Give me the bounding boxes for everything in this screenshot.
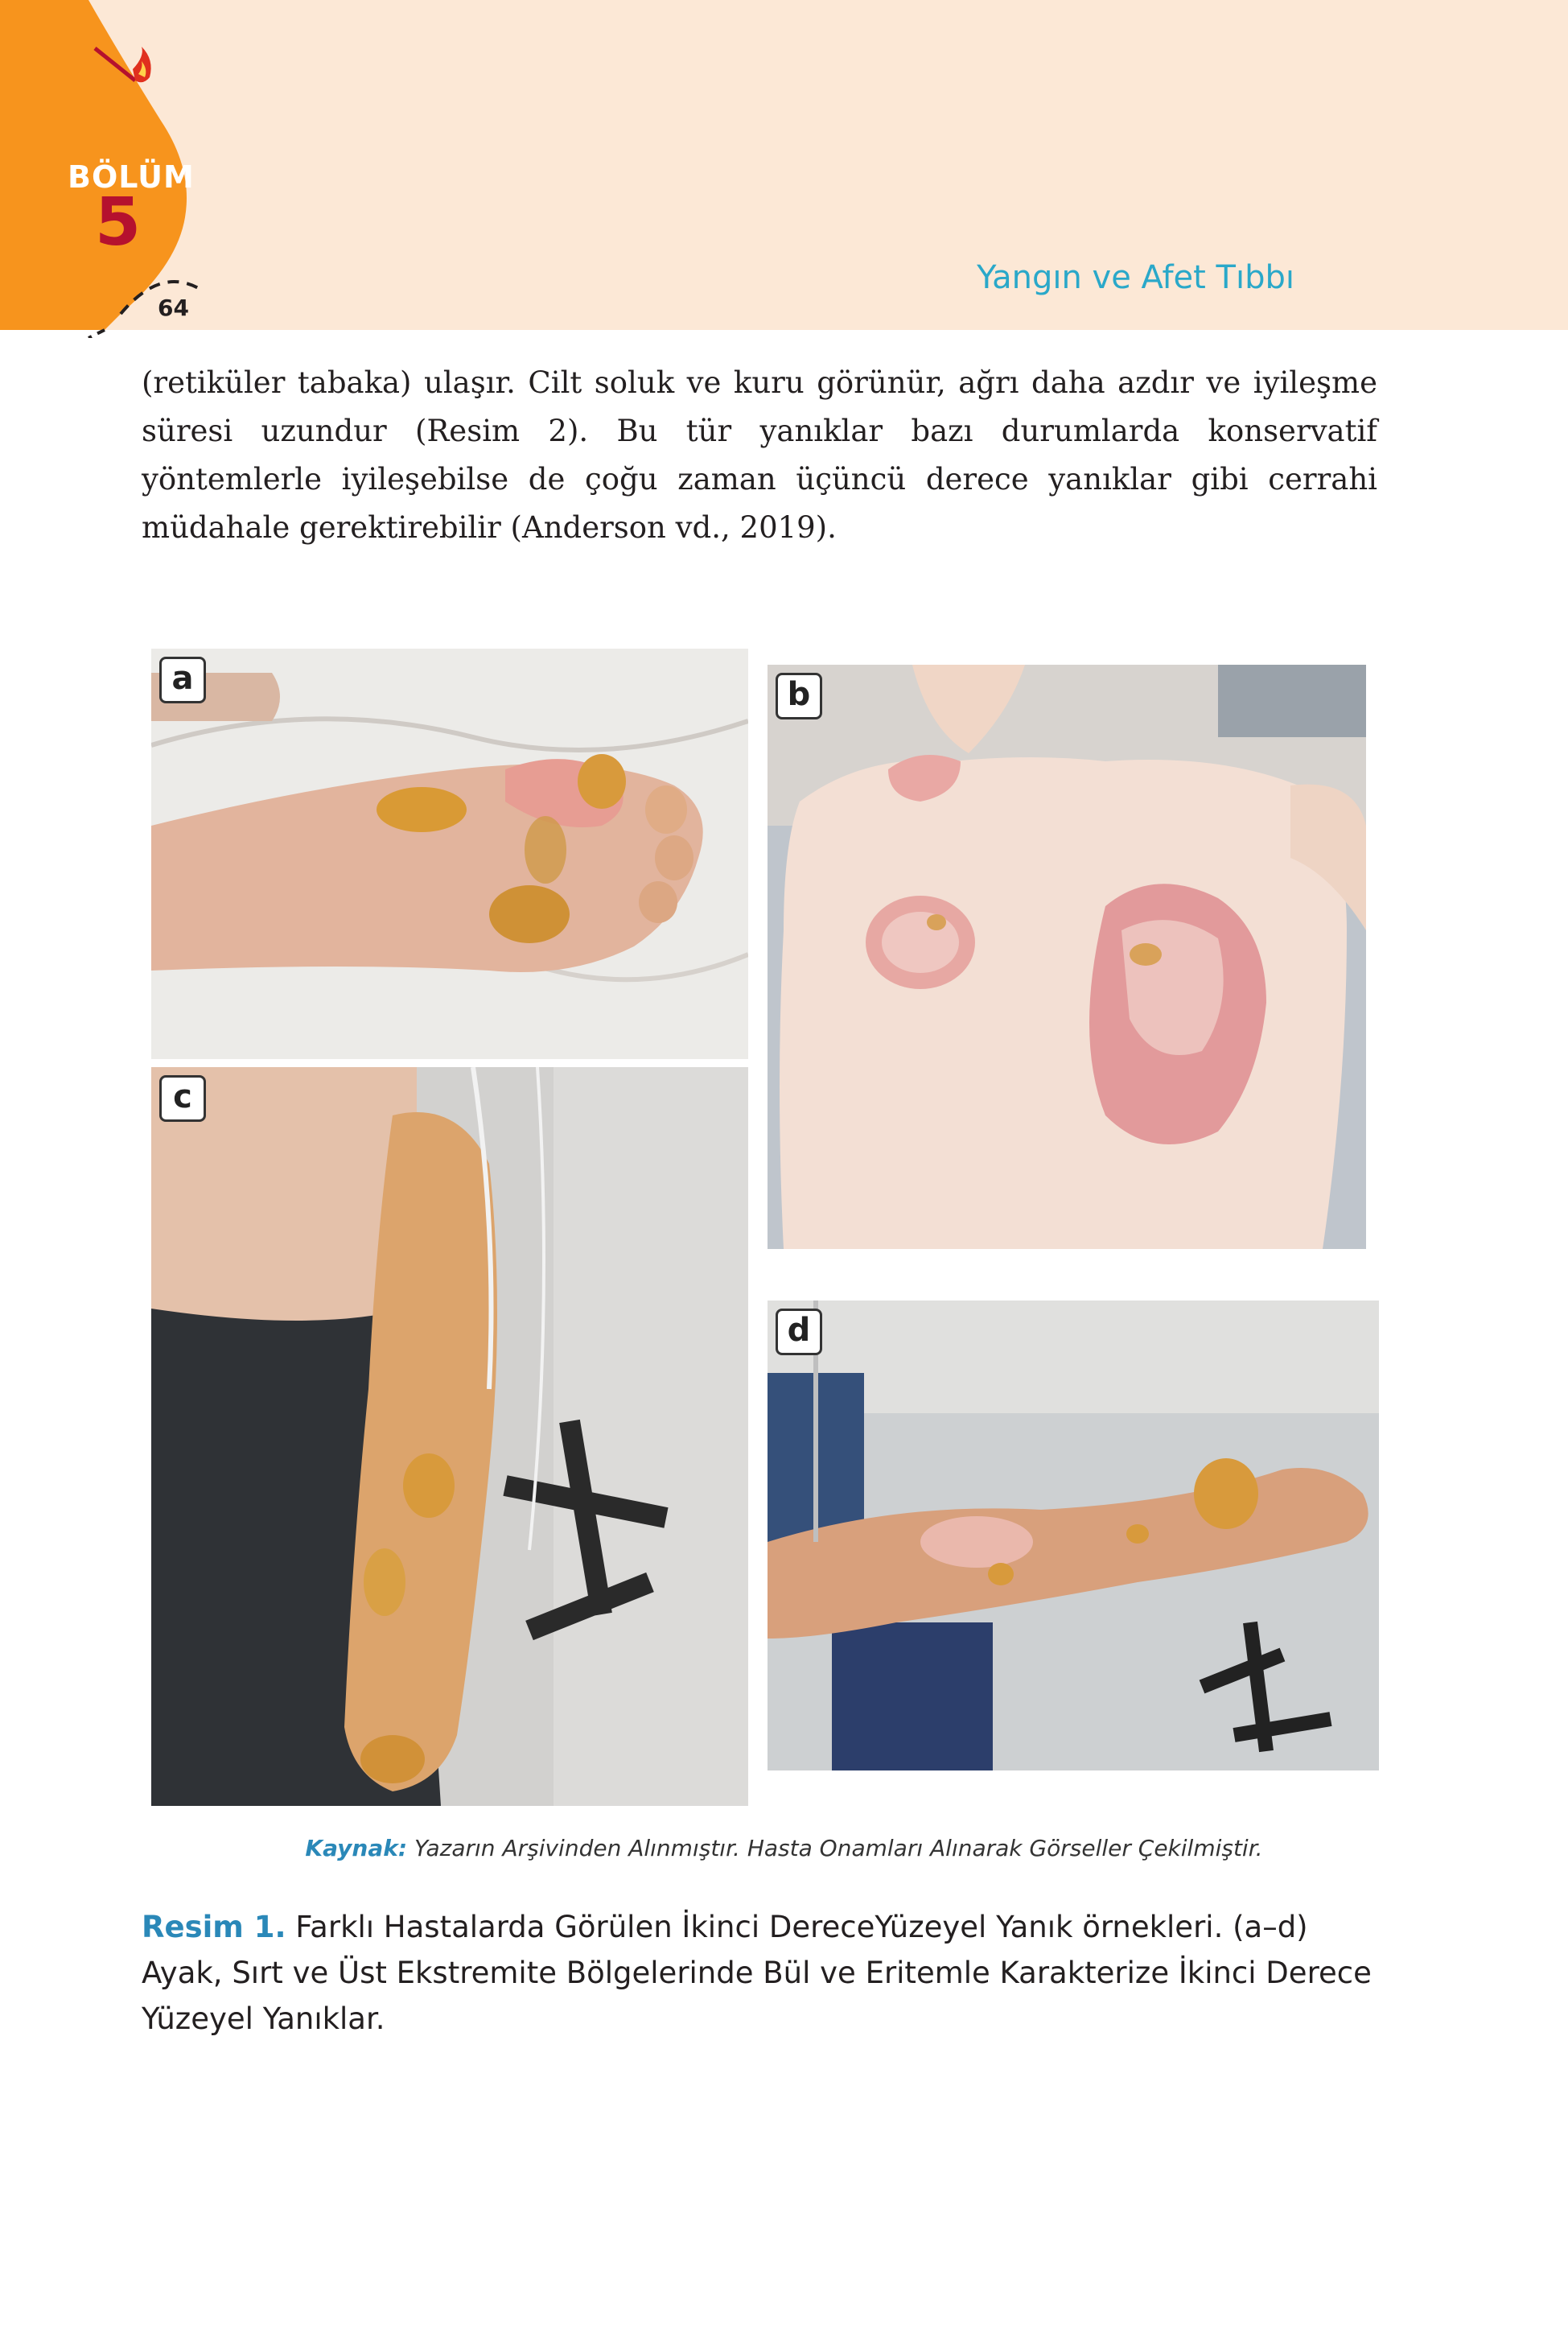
- panel-label-d: d: [776, 1309, 822, 1355]
- chapter-label: BÖLÜM: [68, 159, 195, 195]
- caption-key: Resim 1.: [142, 1910, 286, 1944]
- figure-caption: [142, 1904, 1397, 2042]
- source-text: Yazarın Arşivinden Alınmıştır. Hasta Onamları Alınarak Görseller Çekilmiştir.: [407, 1835, 1263, 1861]
- panel-label-b: b: [776, 673, 822, 719]
- photo-panel-d: [768, 1301, 1379, 1770]
- panel-label-a: a: [159, 657, 206, 703]
- body-paragraph: (retiküler tabaka) ulaşır. Cilt soluk ve kuru görünür, ağrı daha azdır ve iyileşme süresi uzundur (Resim 2). Bu tür yanıklar bazı durumlarda konservatif yöntemlerle iyileşebilse de çoğu zaman üçüncü derece yanıklar gibi cerrahi müdahale gerektirebilir (Anderson vd., 2019).: [142, 365, 1377, 545]
- photo-panel-b: [768, 665, 1366, 1249]
- chapter-number: 5: [95, 184, 142, 261]
- running-title: Yangın ve Afet Tıbbı: [977, 259, 1294, 296]
- photo-panel-a: [151, 649, 748, 1059]
- caption-text: Farklı Hastalarda Görülen İkinci DereceYüzeyel Yanık örnekleri. (a–d) Ayak, Sırt ve Üst Ekstremite Bölgelerinde Bül ve Eritemle Karakterize İkinci Derece Yüzeyel Yanıklar.: [142, 1910, 1372, 2036]
- photo-panel-c: [151, 1067, 748, 1806]
- figure-source: [0, 1835, 1568, 1861]
- header-band: [0, 0, 1568, 330]
- page-number: 64: [158, 295, 189, 321]
- panel-label-c: c: [159, 1075, 206, 1122]
- source-key: Kaynak:: [305, 1835, 408, 1861]
